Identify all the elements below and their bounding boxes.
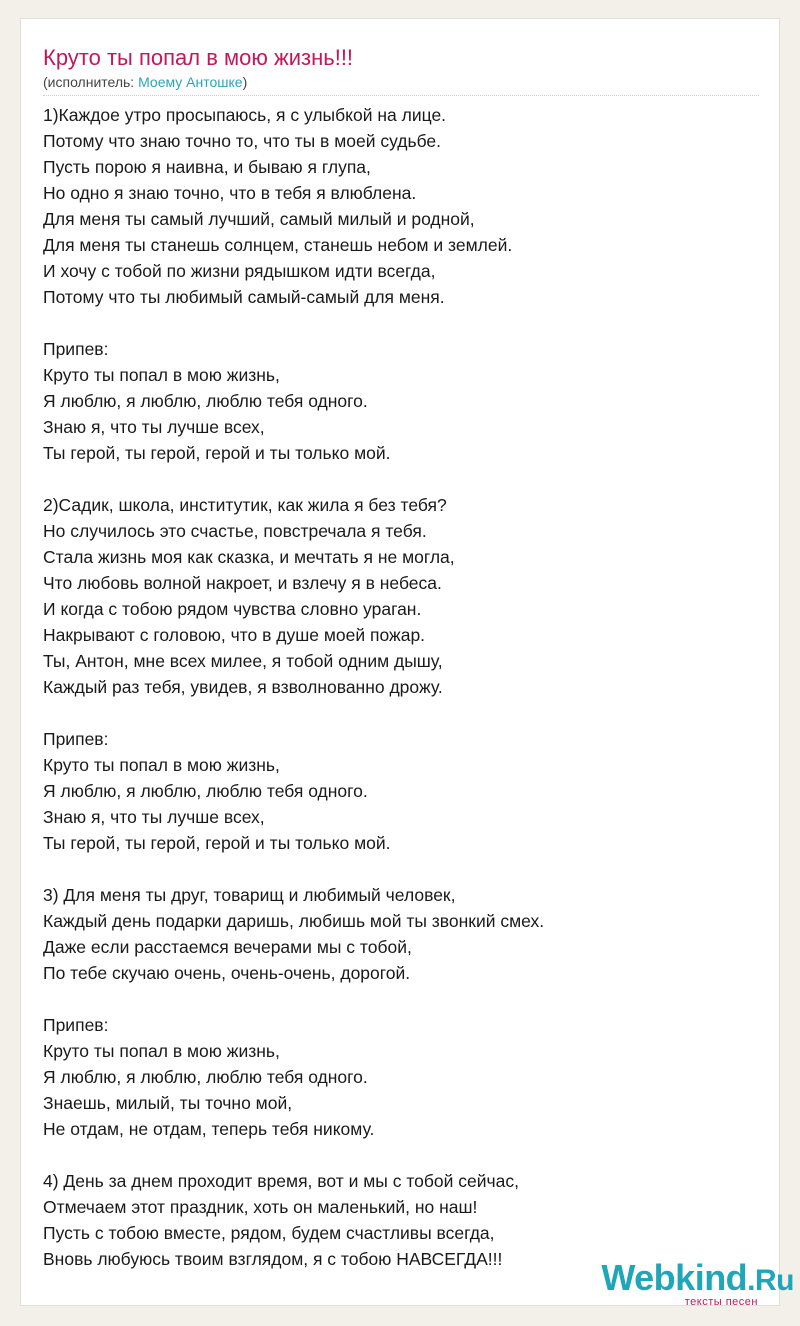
lyrics-text — [43, 102, 759, 1272]
lyric-line: Ты герой, ты герой, герой и ты только мой. — [43, 833, 391, 853]
lyric-line: Знаю я, что ты лучше всех, — [43, 417, 265, 437]
artist-suffix: ) — [242, 74, 248, 90]
lyric-line: Потому что знаю точно то, что ты в моей судьбе. — [43, 131, 442, 151]
lyric-line: Каждый день подарки даришь, любишь мой ты звонкий смех. — [43, 911, 545, 931]
lyric-line: 3) Для меня ты друг, товарищ и любимый человек, — [43, 885, 456, 905]
lyric-line: Ты герой, ты герой, герой и ты только мой. — [43, 443, 391, 463]
lyrics-card — [20, 18, 780, 1306]
lyric-line: Я люблю, я люблю, люблю тебя одного. — [43, 391, 368, 411]
lyric-line: 2)Садик, школа, институтик, как жила я без тебя? — [43, 495, 447, 515]
lyric-line: Но одно я знаю точно, что в тебя я влюблена. — [43, 183, 417, 203]
lyric-line: Что любовь волной накроет, и взлечу я в небеса. — [43, 573, 442, 593]
logo-tld: .Ru — [747, 1264, 794, 1297]
lyric-line: Но случилось это счастье, повстречала я тебя. — [43, 521, 427, 541]
logo-wordmark — [601, 1259, 794, 1300]
lyric-line: Вновь любуюсь твоим взглядом, я с тобою НАВСЕГДА!!! — [43, 1249, 503, 1269]
lyric-line: Припев: — [43, 729, 109, 749]
lyric-line: Ты, Антон, мне всех милее, я тобой одним дышу, — [43, 651, 443, 671]
artist-link[interactable]: Моему Антошке — [138, 74, 243, 90]
logo-tagline: тексты песен — [684, 1296, 758, 1308]
lyric-line: Отмечаем этот праздник, хоть он маленький, но наш! — [43, 1197, 478, 1217]
divider — [43, 95, 759, 96]
lyric-line: Припев: — [43, 339, 109, 359]
lyric-line: 1)Каждое утро просыпаюсь, я с улыбкой на лице. — [43, 105, 447, 125]
lyric-line: Пусть порою я наивна, и бываю я глупа, — [43, 157, 371, 177]
stanza-gap — [43, 700, 759, 726]
lyric-line: Накрывают с головою, что в душе моей пожар. — [43, 625, 426, 645]
lyric-line: Стала жизнь моя как сказка, и мечтать я не могла, — [43, 547, 455, 567]
song-title: Круто ты попал в мою жизнь!!! — [43, 45, 354, 70]
lyric-line: 4) День за днем проходит время, вот и мы с тобой сейчас, — [43, 1171, 519, 1191]
artist-prefix: (исполнитель: — [43, 74, 139, 90]
lyric-line: Даже если расстаемся вечерами мы с тобой, — [43, 937, 412, 957]
lyric-line: Я люблю, я люблю, люблю тебя одного. — [43, 781, 368, 801]
stanza-gap — [43, 310, 759, 336]
site-logo[interactable] — [601, 1259, 794, 1308]
lyric-line: Не отдам, не отдам, теперь тебя никому. — [43, 1119, 375, 1139]
artist-line — [43, 74, 247, 90]
lyric-line: По тебе скучаю очень, очень-очень, дорогой. — [43, 963, 411, 983]
lyric-line: Знаешь, милый, ты точно мой, — [43, 1093, 293, 1113]
lyric-line: Круто ты попал в мою жизнь, — [43, 755, 280, 775]
lyric-line: Для меня ты самый лучший, самый милый и родной, — [43, 209, 475, 229]
stanza-gap — [43, 856, 759, 882]
lyric-line: Я люблю, я люблю, люблю тебя одного. — [43, 1067, 368, 1087]
lyric-line: Круто ты попал в мою жизнь, — [43, 365, 280, 385]
lyric-line: Потому что ты любимый самый-самый для меня. — [43, 287, 445, 307]
logo-name: Webkind — [601, 1257, 748, 1298]
lyric-line: И когда с тобою рядом чувства словно ураган. — [43, 599, 422, 619]
lyric-line: Каждый раз тебя, увидев, я взволнованно дрожу. — [43, 677, 443, 697]
lyric-line: Припев: — [43, 1015, 109, 1035]
lyric-line: Для меня ты станешь солнцем, станешь небом и землей. — [43, 235, 513, 255]
stanza-gap — [43, 1142, 759, 1168]
lyric-line: Круто ты попал в мою жизнь, — [43, 1041, 280, 1061]
lyric-line: Знаю я, что ты лучше всех, — [43, 807, 265, 827]
stanza-gap — [43, 466, 759, 492]
stanza-gap — [43, 986, 759, 1012]
lyric-line: Пусть с тобою вместе, рядом, будем счастливы всегда, — [43, 1223, 495, 1243]
lyric-line: И хочу с тобой по жизни рядышком идти всегда, — [43, 261, 436, 281]
